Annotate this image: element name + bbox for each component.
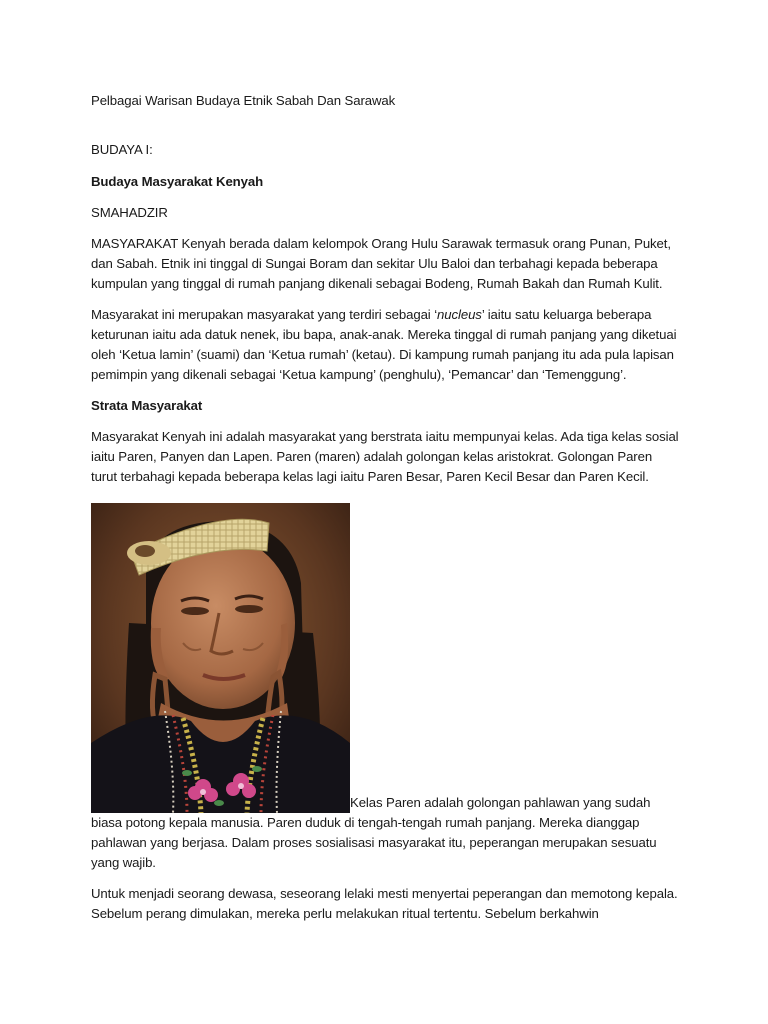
paragraph-dewasa: Untuk menjadi seorang dewasa, seseorang lelaki mesti menyertai peperangan dan memotong kepala. Sebelum perang dimulakan, mereka perlu melakukan ritual tertentu. Sebelum berkahwin bbox=[91, 886, 678, 921]
author-name: SMAHADZIR bbox=[91, 205, 168, 220]
document-title: Pelbagai Warisan Budaya Etnik Sabah Dan Sarawak bbox=[91, 93, 396, 108]
paragraph-nucleus-part-a: Masyarakat ini merupakan masyarakat yang terdiri sebagai ‘ bbox=[91, 307, 438, 322]
paragraph-nucleus-part-b: ’ iaitu satu keluarga beberapa keturunan iaitu ada datuk nenek, ibu bapa, anak-anak. Mereka tinggal di rumah panjang yang diketuai oleh ‘Ketua lamin’ (suami) dan ‘Ketua rumah’ (ketau). Di kampung rumah panjang itu ada pula lapisan pemimpin yang dikenali sebagai ‘Ketua kampung’ (penghulu), ‘Pemancar’ dan ‘Temenggung’. bbox=[91, 307, 677, 382]
paragraph-nucleus bbox=[91, 305, 681, 385]
strata-subheading: Strata Masyarakat bbox=[91, 398, 203, 413]
section-label: BUDAYA I: bbox=[91, 142, 153, 157]
nucleus-italic-term: nucleus bbox=[437, 307, 482, 322]
paragraph-strata: Masyarakat Kenyah ini adalah masyarakat yang berstrata iaitu mempunyai kelas. Ada tiga kelas sosial iaitu Paren, Panyen dan Lapen. Paren (maren) adalah golongan kelas aristokrat. Golongan Paren turut terbahagi kepada beberapa kelas lagi iaitu Paren Besar, Paren Kecil Besar dan Paren Kecil. bbox=[91, 429, 679, 484]
document-body bbox=[91, 91, 681, 935]
paragraph-paren bbox=[91, 498, 681, 873]
kenyah-woman-photo bbox=[91, 503, 350, 813]
paragraph-intro: MASYARAKAT Kenyah berada dalam kelompok Orang Hulu Sarawak termasuk orang Punan, Puket, dan Sabah. Etnik ini tinggal di Sungai Boram dan sekitar Ulu Baloi dan terbahagi kepada beberapa kumpulan yang tinggal di rumah panjang dikenali sebagai Bodeng, Rumah Bakah dan Rumah Kulit. bbox=[91, 236, 671, 291]
article-heading: Budaya Masyarakat Kenyah bbox=[91, 174, 264, 189]
paragraph-paren-text: Kelas Paren adalah golongan pahlawan yang sudah biasa potong kepala manusia. Paren duduk di tengah-tengah rumah panjang. Mereka dianggap pahlawan yang berjasa. Dalam proses sosialisasi masyarakat itu, peperangan merupakan sesuatu yang wajib. bbox=[91, 795, 657, 870]
